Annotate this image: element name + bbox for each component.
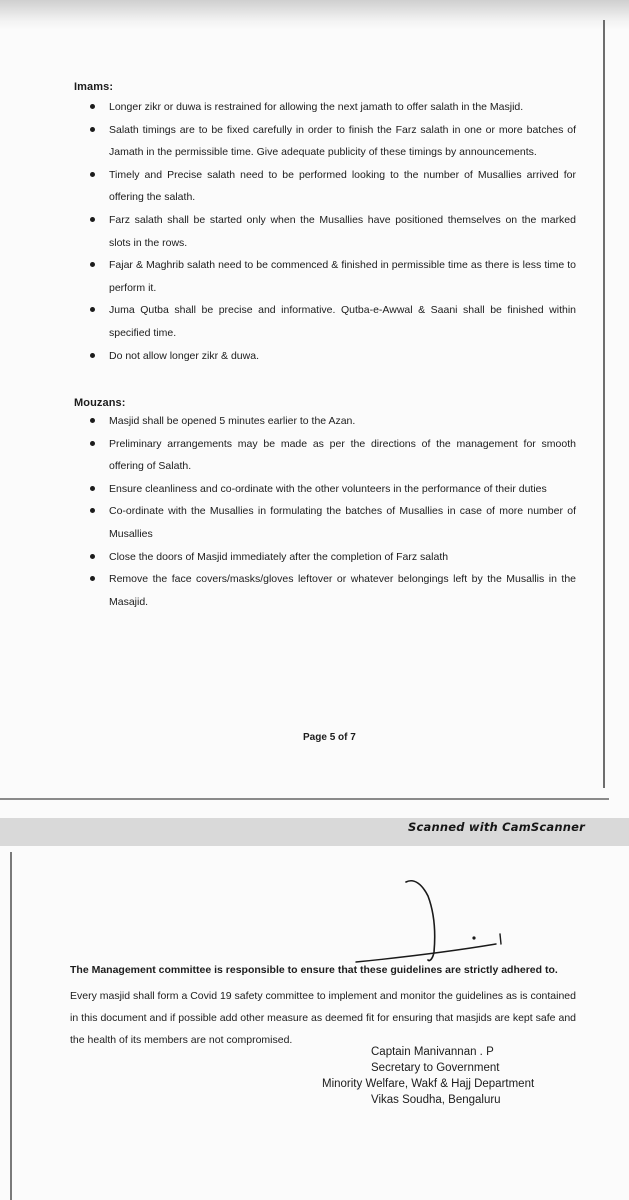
mouzans-heading: Mouzans: xyxy=(74,397,126,409)
committee-paragraph: Every masjid shall form a Covid 19 safety committee to implement and monitor the guidelines as is contained in this document and if possible add other measure as deemed fit for ensuring that masjids are kept safe and the health of its members are not compromised. xyxy=(70,990,576,1046)
handwritten-signature xyxy=(348,874,508,964)
scan-edge-bottom xyxy=(0,798,609,800)
list-item: Timely and Precise salath need to be performed looking to the number of Musallies arrived for offering the salath. xyxy=(84,164,576,209)
list-item: Preliminary arrangements may be made as per the directions of the management for smooth offering of Salath. xyxy=(84,433,576,478)
signatory-office: Vikas Soudha, Bengaluru xyxy=(371,1094,501,1106)
signatory-name: Captain Manivannan . P xyxy=(371,1046,494,1058)
list-item: Remove the face covers/masks/gloves leftover or whatever belongings left by the Musallis in the Masajid. xyxy=(84,568,576,613)
list-item: Masjid shall be opened 5 minutes earlier to the Azan. xyxy=(84,410,576,433)
page-current: 5 xyxy=(329,732,336,743)
signature-block xyxy=(315,1044,595,1108)
imams-heading: Imams: xyxy=(74,81,114,93)
scan-edge-right xyxy=(603,20,605,788)
responsibility-statement: The Management committee is responsible to ensure that these guidelines are strictly adhered to. xyxy=(70,964,558,976)
list-item: Fajar & Maghrib salath need to be commenced & finished in permissible time as there is less time to perform it. xyxy=(84,254,576,299)
signatory-title: Secretary to Government xyxy=(371,1062,500,1074)
document-page-6 xyxy=(0,846,629,1200)
mouzans-list xyxy=(84,410,576,613)
list-item: Farz salath shall be started only when the Musallies have positioned themselves on the marked slots in the rows. xyxy=(84,209,576,254)
page-label: Page xyxy=(303,732,327,743)
list-item: Salath timings are to be fixed carefully in order to finish the Farz salath in one or more batches of Jamath in the permissible time. Give adequate publicity of these timings by announcements. xyxy=(84,119,576,164)
list-item: Close the doors of Masjid immediately after the completion of Farz salath xyxy=(84,546,576,569)
list-item: Longer zikr or duwa is restrained for allowing the next jamath to offer salath in the Masjid. xyxy=(84,96,576,119)
camscanner-watermark: Scanned with CamScanner xyxy=(408,820,586,834)
list-item: Do not allow longer zikr & duwa. xyxy=(84,345,576,368)
list-item: Ensure cleanliness and co-ordinate with the other volunteers in the performance of their duties xyxy=(84,478,576,501)
list-item: Juma Qutba shall be precise and informative. Qutba-e-Awwal & Saani shall be finished within specified time. xyxy=(84,299,576,344)
imams-list xyxy=(84,96,576,367)
page-total: 7 xyxy=(350,732,356,743)
scan-shadow-top xyxy=(0,0,629,30)
signatory-department: Minority Welfare, Wakf & Hajj Department xyxy=(322,1078,535,1090)
scan-edge-left xyxy=(10,852,12,1200)
page-number xyxy=(303,732,356,743)
page-of: of xyxy=(338,732,348,743)
list-item: Co-ordinate with the Musallies in formulating the batches of Musallies in case of more number of Musallies xyxy=(84,500,576,545)
